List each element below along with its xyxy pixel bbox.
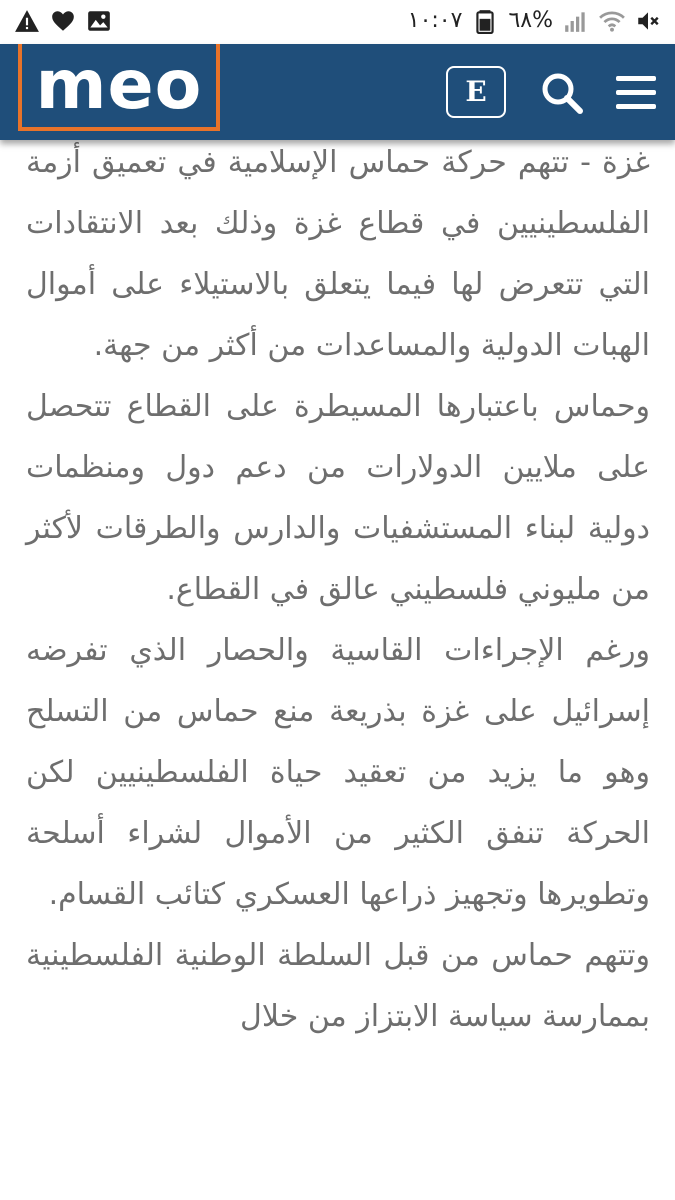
battery-percent: ٦٨% xyxy=(508,8,553,33)
article-paragraph: وتتهم حماس من قبل السلطة الوطنية الفلسطينية بممارسة سياسة الابتزاز من خلال xyxy=(26,938,650,1034)
heart-icon xyxy=(50,8,76,34)
mute-icon xyxy=(635,8,661,34)
english-edition-button[interactable]: E xyxy=(446,66,506,118)
article-paragraph: ورغم الإجراءات القاسية والحصار الذي تفرضه إسرائيل على غزة بذريعة منع حماس من التسلح وهو ما يزيد من تعقيد حياة الفلسطينيين لكن الحركة تنفق الكثير من الأموال لشراء أسلحة وتطويرها وتجهيز ذراعها العسكري كتائب القسام. xyxy=(26,633,650,912)
article-paragraph: وحماس باعتبارها المسيطرة على القطاع تتحصل على ملايين الدولارات من دعم دول ومنظمات دولية لبناء المستشفيات والدارس والطرقات لأكثر من مليوني فلسطيني عالق في القطاع. xyxy=(26,389,650,607)
image-icon xyxy=(86,8,112,34)
status-notifications xyxy=(14,8,112,34)
site-header xyxy=(0,44,675,140)
status-system xyxy=(408,7,661,35)
battery-icon xyxy=(472,8,498,34)
site-logo[interactable] xyxy=(18,44,220,131)
clock: ١٠:٠٧ xyxy=(407,8,463,33)
menu-icon[interactable] xyxy=(614,73,658,113)
wifi-icon xyxy=(599,8,625,34)
warning-icon xyxy=(14,8,40,34)
signal-icon xyxy=(563,8,589,34)
article-body xyxy=(26,132,650,1047)
status-bar xyxy=(0,0,675,44)
article-paragraph: غزة - تتهم حركة حماس الإسلامية في تعميق أزمة الفلسطينيين في قطاع غزة وذلك بعد الانتقادات التي تتعرض لها فيما يتعلق بالاستيلاء على أموال الهبات الدولية والمساعدات من أكثر من جهة. xyxy=(26,145,650,363)
logo-text: meo xyxy=(35,46,203,125)
search-icon[interactable] xyxy=(540,71,584,115)
